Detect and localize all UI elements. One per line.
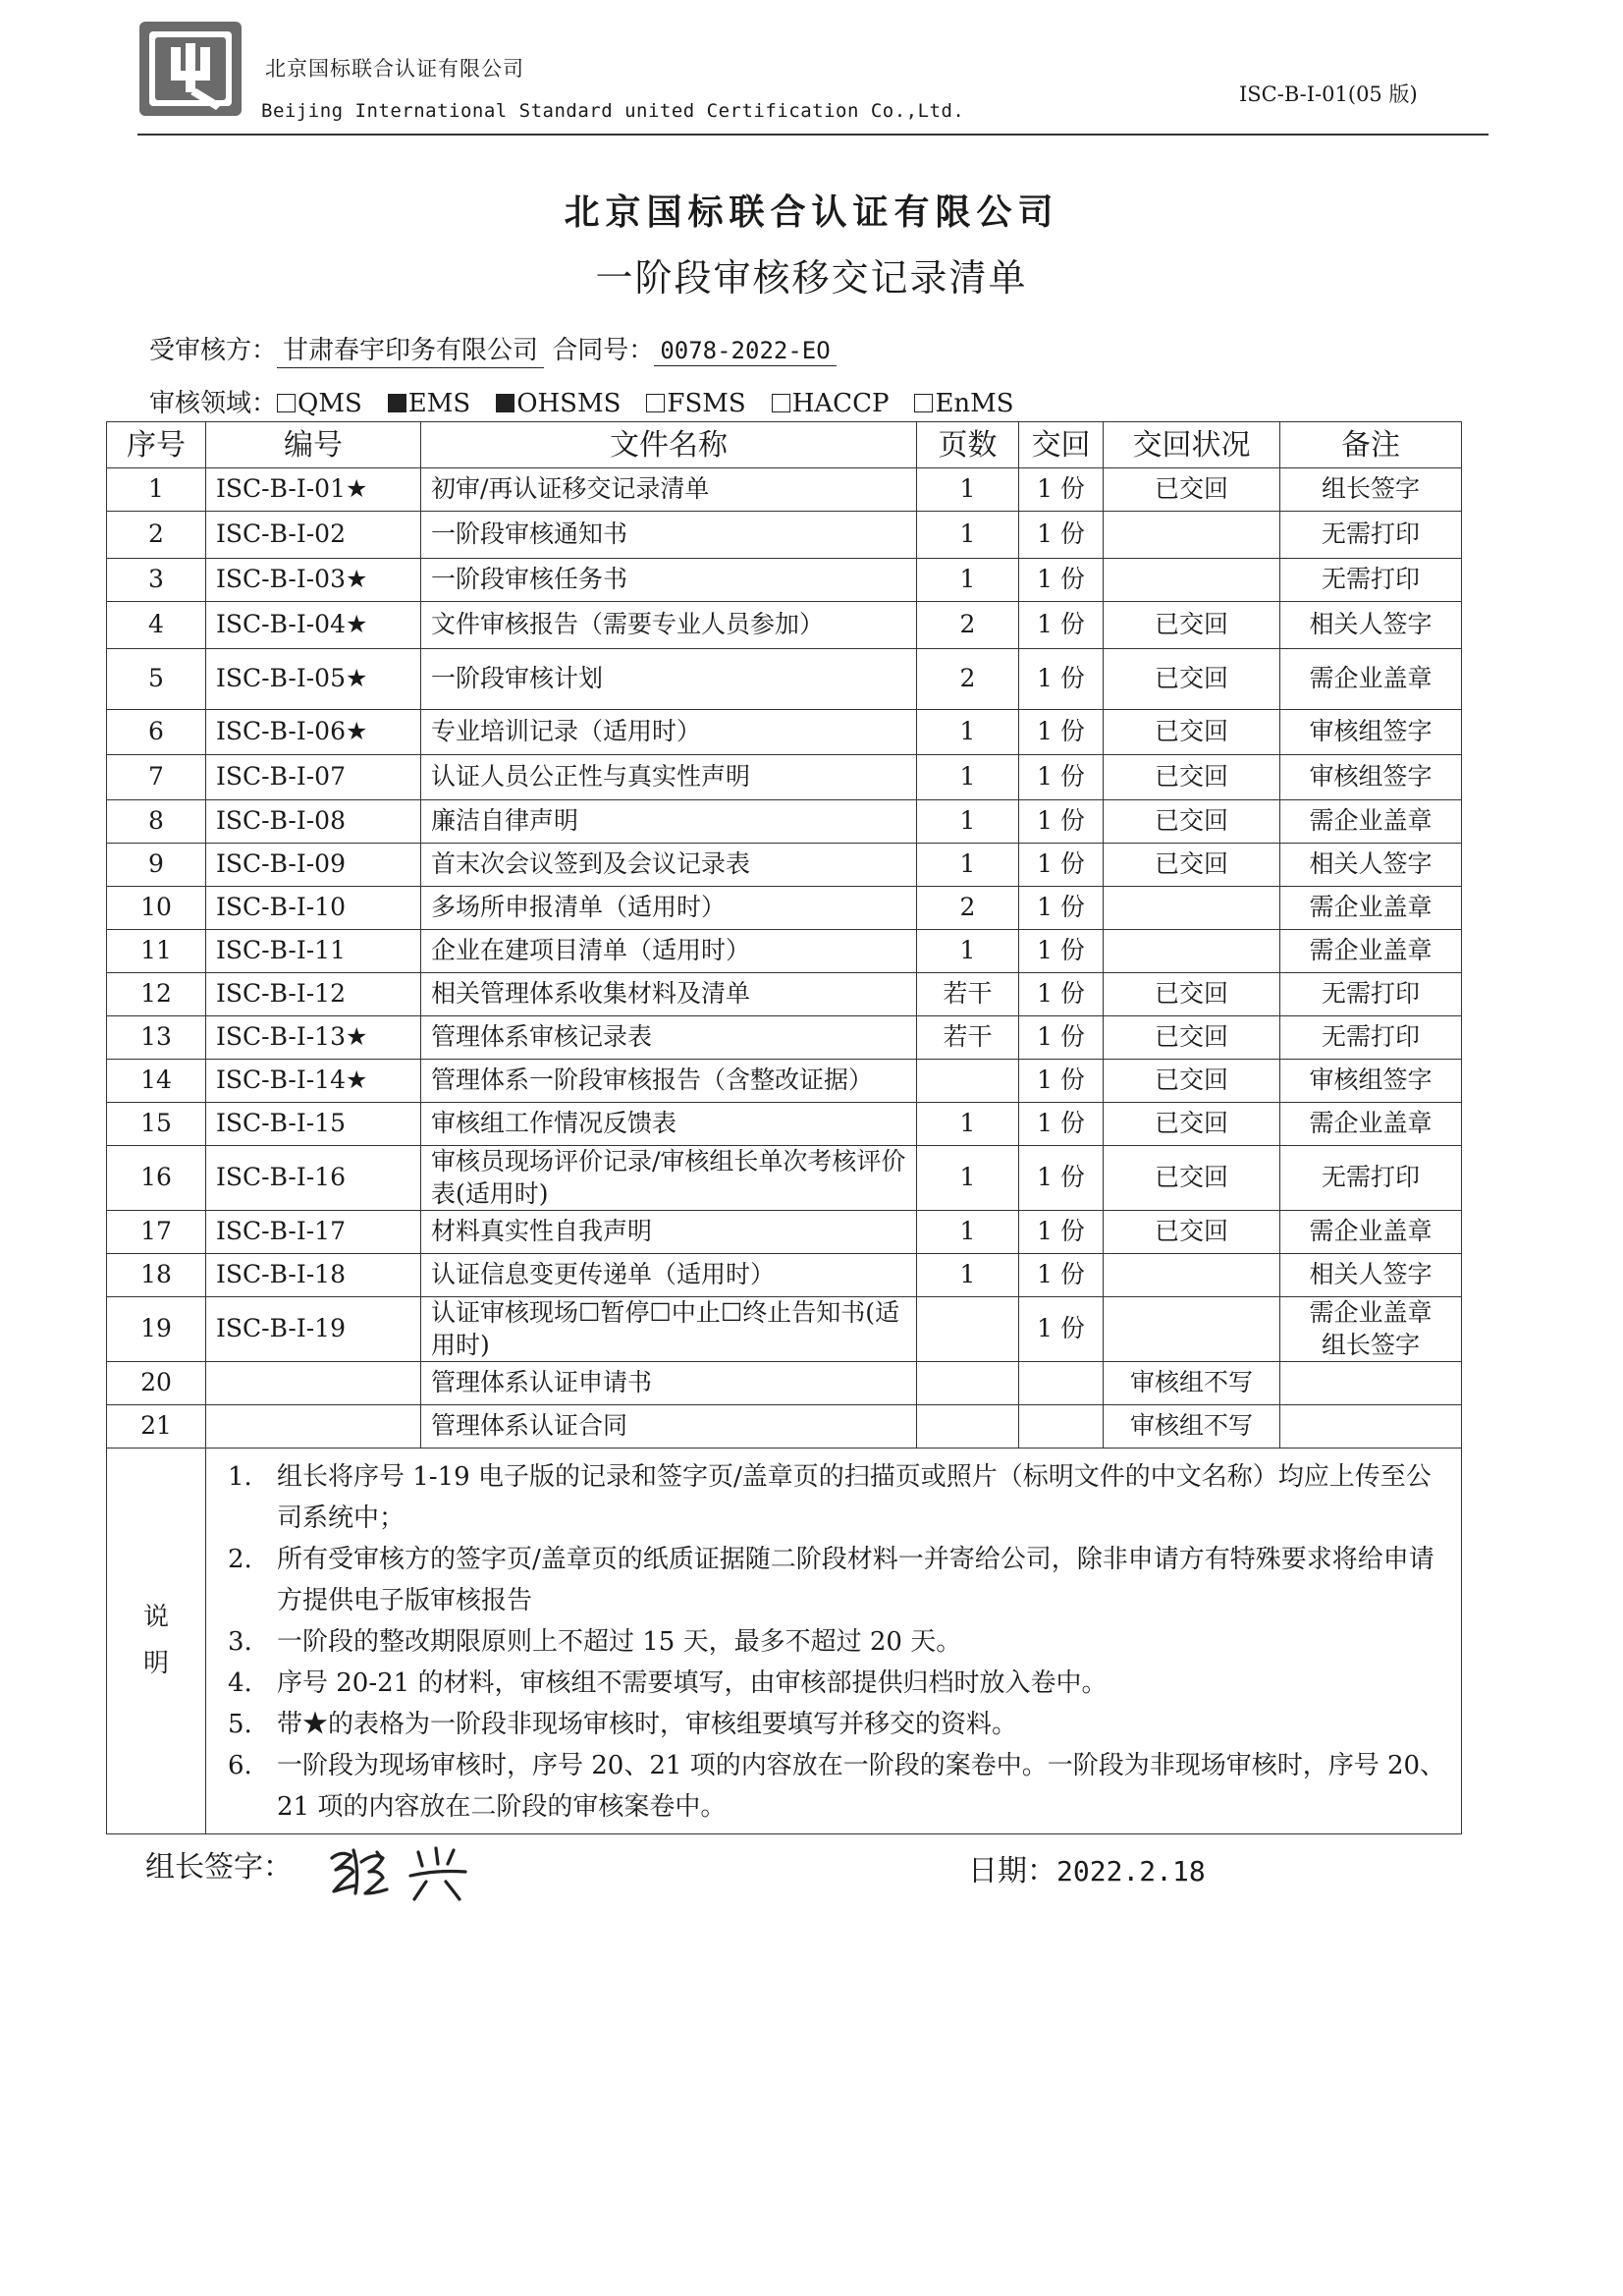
cell-pages (917, 1060, 1019, 1103)
checkbox-icon[interactable] (914, 394, 933, 412)
note-number: 1. (228, 1462, 252, 1492)
cell-code: ISC-B-I-07 (206, 755, 421, 800)
cell-pages: 1 (917, 755, 1019, 800)
cell-remark: 需企业盖章 (1280, 930, 1462, 973)
table-row (107, 930, 1462, 973)
table-row (107, 800, 1462, 844)
cell-remark: 审核组签字 (1280, 1060, 1462, 1103)
cell-pages (917, 1297, 1019, 1362)
cell-code: ISC-B-I-18 (206, 1254, 421, 1297)
note-item (216, 1621, 1451, 1663)
cell-return-status: 已交回 (1104, 468, 1280, 512)
note-item (216, 1745, 1451, 1828)
cell-remark: 无需打印 (1280, 1016, 1462, 1060)
cell-pages: 2 (917, 602, 1019, 649)
cell-doc-name: 多场所申报清单（适用时） (421, 887, 917, 930)
checkbox-icon[interactable] (277, 394, 296, 412)
audit-domain-line (149, 383, 1040, 419)
cell-remark: 审核组签字 (1280, 710, 1462, 755)
checkbox-icon[interactable] (646, 394, 665, 412)
table-row (107, 1362, 1462, 1405)
cell-doc-name: 认证信息变更传递单（适用时） (421, 1254, 917, 1297)
cell-code: ISC-B-I-05★ (206, 649, 421, 710)
company-name-cn: 北京国标联合认证有限公司 (265, 57, 524, 81)
cell-pages: 1 (917, 1146, 1019, 1211)
cell-code: ISC-B-I-10 (206, 887, 421, 930)
cell-doc-name: 一阶段审核通知书 (421, 512, 917, 559)
cell-returned: 1 份 (1019, 1060, 1104, 1103)
cell-returned: 1 份 (1019, 887, 1104, 930)
cell-returned (1019, 1362, 1104, 1405)
auditee-label: 受审核方： (149, 336, 278, 365)
cell-remark: 需企业盖章 (1280, 649, 1462, 710)
cell-remark: 需企业盖章 组长签字 (1280, 1297, 1462, 1362)
table-row (107, 1297, 1462, 1362)
table-row (107, 1405, 1462, 1449)
cell-return-status: 已交回 (1104, 1146, 1280, 1211)
notes-list (216, 1456, 1451, 1828)
cell-remark: 需企业盖章 (1280, 1103, 1462, 1146)
cell-no: 9 (107, 844, 206, 887)
leader-signature-label: 组长签字： (145, 1850, 293, 1885)
notes-row (107, 1449, 1462, 1834)
cell-returned: 1 份 (1019, 1103, 1104, 1146)
note-text: 一阶段的整改期限原则上不超过 15 天，最多不超过 20 天。 (277, 1627, 962, 1657)
cell-pages: 2 (917, 649, 1019, 710)
cell-no: 14 (107, 1060, 206, 1103)
cell-doc-name: 审核组工作情况反馈表 (421, 1103, 917, 1146)
cell-remark: 需企业盖章 (1280, 800, 1462, 844)
note-text: 带★的表格为一阶段非现场审核时，审核组要填写并移交的资料。 (277, 1710, 1018, 1739)
table-row (107, 887, 1462, 930)
cell-no: 7 (107, 755, 206, 800)
cell-returned: 1 份 (1019, 1016, 1104, 1060)
audit-domain-label: 审核领域： (149, 389, 278, 418)
transfer-record-table (106, 421, 1462, 1834)
cell-return-status: 已交回 (1104, 800, 1280, 844)
cell-returned: 1 份 (1019, 649, 1104, 710)
cell-pages: 若干 (917, 973, 1019, 1016)
cell-remark: 需企业盖章 (1280, 1211, 1462, 1254)
cell-returned: 1 份 (1019, 559, 1104, 602)
cell-returned: 1 份 (1019, 1211, 1104, 1254)
header-code: 编号 (206, 422, 421, 468)
cell-remark: 相关人签字 (1280, 602, 1462, 649)
cell-remark: 组长签字 (1280, 468, 1462, 512)
cell-no: 5 (107, 649, 206, 710)
cell-no: 2 (107, 512, 206, 559)
cell-doc-name: 企业在建项目清单（适用时） (421, 930, 917, 973)
note-item (216, 1456, 1451, 1539)
star-icon: ★ (346, 1066, 368, 1095)
star-icon: ★ (346, 565, 368, 594)
domain-option-label: HACCP (791, 389, 890, 418)
cell-code: ISC-B-I-11 (206, 930, 421, 973)
contract-value: 0078-2022-EO (654, 337, 836, 366)
cell-returned: 1 份 (1019, 1297, 1104, 1362)
domain-option-label: EMS (407, 389, 471, 418)
checkbox-icon[interactable] (772, 394, 790, 412)
cell-no: 4 (107, 602, 206, 649)
table-row (107, 559, 1462, 602)
cell-no: 18 (107, 1254, 206, 1297)
header-returned: 交回 (1019, 422, 1104, 468)
document-title: 北京国标联合认证有限公司 (564, 192, 1059, 233)
star-icon: ★ (346, 717, 368, 746)
cell-return-status: 已交回 (1104, 1016, 1280, 1060)
cell-pages: 1 (917, 468, 1019, 512)
header-doc-name: 文件名称 (421, 422, 917, 468)
domain-option-haccp[interactable] (772, 389, 890, 418)
cell-returned: 1 份 (1019, 973, 1104, 1016)
cell-code: ISC-B-I-13★ (206, 1016, 421, 1060)
domain-option-label: FSMS (667, 389, 746, 418)
cell-code: ISC-B-I-03★ (206, 559, 421, 602)
table-row (107, 1016, 1462, 1060)
cell-pages: 1 (917, 512, 1019, 559)
table-row (107, 710, 1462, 755)
cell-code (206, 1362, 421, 1405)
cell-return-status: 审核组不写 (1104, 1405, 1280, 1449)
table-row (107, 1146, 1462, 1211)
cell-no: 8 (107, 800, 206, 844)
cell-doc-name: 管理体系一阶段审核报告（含整改证据） (421, 1060, 917, 1103)
cell-return-status: 已交回 (1104, 649, 1280, 710)
cell-doc-name: 审核员现场评价记录/审核组长单次考核评价表(适用时) (421, 1146, 917, 1211)
table-row (107, 973, 1462, 1016)
table-row (107, 468, 1462, 512)
note-number: 3. (228, 1627, 252, 1657)
cell-return-status: 已交回 (1104, 1103, 1280, 1146)
table-row (107, 602, 1462, 649)
cell-doc-name: 一阶段审核任务书 (421, 559, 917, 602)
cell-pages: 1 (917, 710, 1019, 755)
contract-label: 合同号： (552, 336, 655, 365)
note-text: 组长将序号 1-19 电子版的记录和签字页/盖章页的扫描页或照片（标明文件的中文名称）均应上传至公司系统中； (277, 1462, 1432, 1533)
cell-pages: 1 (917, 844, 1019, 887)
document-subtitle: 一阶段审核移交记录清单 (595, 256, 1028, 300)
cell-returned: 1 份 (1019, 602, 1104, 649)
auditee-line (149, 330, 837, 368)
cell-doc-name: 相关管理体系收集材料及清单 (421, 973, 917, 1016)
cell-pages (917, 1362, 1019, 1405)
cell-return-status: 已交回 (1104, 973, 1280, 1016)
table-row (107, 844, 1462, 887)
cell-return-status (1104, 1254, 1280, 1297)
table-row (107, 1254, 1462, 1297)
cell-pages: 1 (917, 800, 1019, 844)
cell-return-status: 已交回 (1104, 1211, 1280, 1254)
cell-pages: 1 (917, 930, 1019, 973)
cell-no: 17 (107, 1211, 206, 1254)
cell-no: 6 (107, 710, 206, 755)
cell-no: 15 (107, 1103, 206, 1146)
note-number: 2. (228, 1545, 252, 1574)
handwritten-signature (324, 1836, 491, 1905)
cell-remark: 相关人签字 (1280, 844, 1462, 887)
header-return-status: 交回状况 (1104, 422, 1280, 468)
cell-doc-name: 一阶段审核计划 (421, 649, 917, 710)
notes-label (107, 1449, 206, 1834)
cell-return-status (1104, 559, 1280, 602)
domain-option-ohsms[interactable] (496, 389, 621, 418)
cell-returned: 1 份 (1019, 1254, 1104, 1297)
domain-option-label: OHSMS (516, 389, 622, 418)
cell-remark: 无需打印 (1280, 512, 1462, 559)
cell-return-status: 已交回 (1104, 844, 1280, 887)
cell-code: ISC-B-I-12 (206, 973, 421, 1016)
table-header-row (107, 422, 1462, 468)
note-number: 6. (228, 1751, 252, 1780)
cell-code: ISC-B-I-09 (206, 844, 421, 887)
cell-no: 16 (107, 1146, 206, 1211)
domain-option-label: QMS (298, 389, 362, 418)
note-text: 所有受审核方的签字页/盖章页的纸质证据随二阶段材料一并寄给公司，除非申请方有特殊要求将给申请方提供电子版审核报告 (277, 1545, 1434, 1615)
company-name-en: Beijing International Standard united Certification Co.,Ltd. (261, 100, 965, 122)
cell-returned: 1 份 (1019, 1146, 1104, 1211)
cell-no: 11 (107, 930, 206, 973)
cell-doc-name: 管理体系审核记录表 (421, 1016, 917, 1060)
cell-no: 3 (107, 559, 206, 602)
cell-doc-name: 管理体系认证合同 (421, 1405, 917, 1449)
cell-doc-name: 认证人员公正性与真实性声明 (421, 755, 917, 800)
cell-code: ISC-B-I-01★ (206, 468, 421, 512)
audit-domain-options (277, 389, 1040, 418)
table-row (107, 649, 1462, 710)
cell-doc-name: 管理体系认证申请书 (421, 1362, 917, 1405)
cell-code (206, 1405, 421, 1449)
cell-code: ISC-B-I-08 (206, 800, 421, 844)
cell-return-status (1104, 1297, 1280, 1362)
cell-return-status (1104, 930, 1280, 973)
table-row (107, 755, 1462, 800)
cell-return-status: 已交回 (1104, 1060, 1280, 1103)
header-no: 序号 (107, 422, 206, 468)
cell-return-status: 已交回 (1104, 755, 1280, 800)
cell-pages (917, 1405, 1019, 1449)
star-icon: ★ (346, 474, 368, 504)
note-item (216, 1704, 1451, 1745)
star-icon: ★ (346, 1022, 368, 1052)
cell-remark: 审核组签字 (1280, 755, 1462, 800)
auditee-value: 甘肃春宇印务有限公司 (277, 330, 544, 368)
star-icon: ★ (346, 664, 368, 693)
cell-return-status: 已交回 (1104, 710, 1280, 755)
cell-returned (1019, 1405, 1104, 1449)
cell-code: ISC-B-I-02 (206, 512, 421, 559)
cell-remark: 无需打印 (1280, 559, 1462, 602)
cell-remark: 相关人签字 (1280, 1254, 1462, 1297)
cell-pages: 若干 (917, 1016, 1019, 1060)
cell-code: ISC-B-I-04★ (206, 602, 421, 649)
cell-no: 21 (107, 1405, 206, 1449)
cell-doc-name: 文件审核报告（需要专业人员参加） (421, 602, 917, 649)
checkbox-icon[interactable] (496, 394, 514, 412)
cell-returned: 1 份 (1019, 755, 1104, 800)
checkbox-icon[interactable] (388, 394, 406, 412)
header-divider (137, 134, 1488, 136)
table-row (107, 1060, 1462, 1103)
domain-option-qms[interactable] (277, 389, 362, 418)
cell-no: 13 (107, 1016, 206, 1060)
table-row (107, 512, 1462, 559)
note-text: 一阶段为现场审核时，序号 20、21 项的内容放在一阶段的案卷中。一阶段为非现场审核时，序号 20、21 项的内容放在二阶段的审核案卷中。 (277, 1751, 1446, 1822)
header-remark: 备注 (1280, 422, 1462, 468)
cell-pages: 1 (917, 559, 1019, 602)
cell-no: 10 (107, 887, 206, 930)
cell-doc-name: 专业培训记录（适用时） (421, 710, 917, 755)
cell-returned: 1 份 (1019, 710, 1104, 755)
cell-remark (1280, 1405, 1462, 1449)
note-text: 序号 20-21 的材料，审核组不需要填写，由审核部提供归档时放入卷中。 (277, 1668, 1108, 1698)
date-label: 日期： (968, 1854, 1056, 1888)
cell-returned: 1 份 (1019, 844, 1104, 887)
cell-code: ISC-B-I-14★ (206, 1060, 421, 1103)
note-number: 4. (228, 1668, 252, 1698)
cell-code: ISC-B-I-17 (206, 1211, 421, 1254)
cell-code: ISC-B-I-19 (206, 1297, 421, 1362)
cell-remark: 需企业盖章 (1280, 887, 1462, 930)
cell-returned: 1 份 (1019, 930, 1104, 973)
cell-remark (1280, 1362, 1462, 1405)
date-value: 2022.2.18 (1056, 1855, 1206, 1887)
cell-no: 19 (107, 1297, 206, 1362)
table-row (107, 1211, 1462, 1254)
domain-option-enms[interactable] (914, 389, 1013, 418)
cell-pages: 1 (917, 1254, 1019, 1297)
notes-label-text: 说明 (142, 1603, 169, 1678)
cell-doc-name: 廉洁自律声明 (421, 800, 917, 844)
date-line (968, 1846, 1206, 1889)
cell-returned: 1 份 (1019, 800, 1104, 844)
cell-return-status (1104, 887, 1280, 930)
header-pages: 页数 (917, 422, 1019, 468)
company-logo (137, 20, 243, 118)
cell-doc-name: 认证审核现场☐暂停☐中止☐终止告知书(适用时) (421, 1297, 917, 1362)
cell-code: ISC-B-I-15 (206, 1103, 421, 1146)
note-item (216, 1663, 1451, 1704)
cell-pages: 1 (917, 1211, 1019, 1254)
cell-return-status (1104, 512, 1280, 559)
form-code: ISC-B-I-01(05 版) (1239, 82, 1418, 106)
cell-pages: 1 (917, 1103, 1019, 1146)
cell-no: 20 (107, 1362, 206, 1405)
cell-doc-name: 初审/再认证移交记录清单 (421, 468, 917, 512)
cell-return-status: 已交回 (1104, 602, 1280, 649)
cell-doc-name: 材料真实性自我声明 (421, 1211, 917, 1254)
note-item (216, 1539, 1451, 1621)
domain-option-label: EnMS (935, 389, 1014, 418)
cell-remark: 无需打印 (1280, 1146, 1462, 1211)
table-row (107, 1103, 1462, 1146)
domain-option-ems[interactable] (388, 389, 470, 418)
notes-body (206, 1449, 1462, 1834)
note-number: 5. (228, 1710, 252, 1739)
domain-option-fsms[interactable] (646, 389, 745, 418)
cell-code: ISC-B-I-06★ (206, 710, 421, 755)
cell-no: 12 (107, 973, 206, 1016)
cell-doc-name: 首末次会议签到及会议记录表 (421, 844, 917, 887)
star-icon: ★ (346, 610, 368, 639)
cell-returned: 1 份 (1019, 512, 1104, 559)
cell-return-status: 审核组不写 (1104, 1362, 1280, 1405)
cell-returned: 1 份 (1019, 468, 1104, 512)
cell-pages: 2 (917, 887, 1019, 930)
cell-no: 1 (107, 468, 206, 512)
cell-code: ISC-B-I-16 (206, 1146, 421, 1211)
cell-remark: 无需打印 (1280, 973, 1462, 1016)
